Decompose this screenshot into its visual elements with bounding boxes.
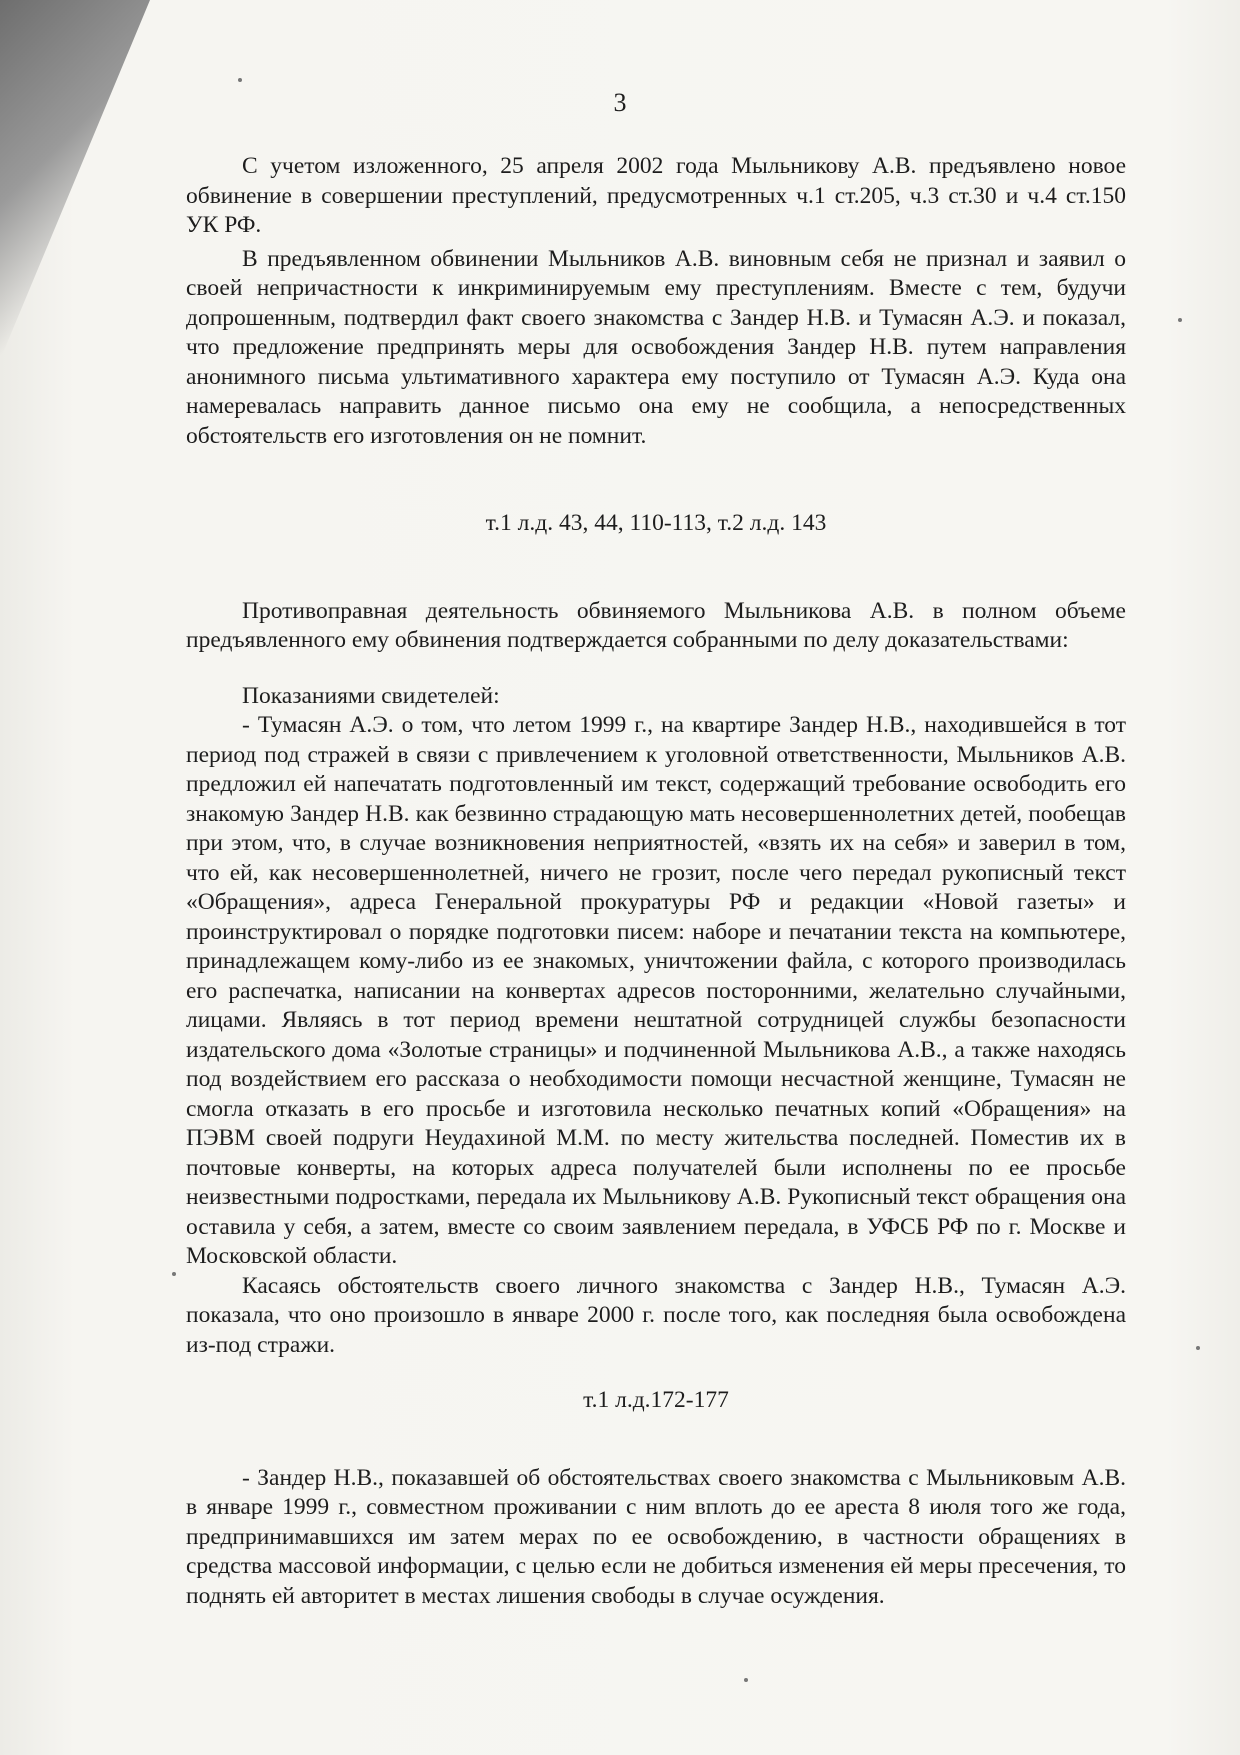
case-reference-2: т.1 л.д.172-177: [583, 1387, 729, 1413]
testimony-zander: - Зандер Н.В., показавшей об обстоятельствах своего знакомства с Мыльниковым А.В. в январе 1999 г., совместном проживании с ним вплоть до ее ареста 8 июля того же года, предпринимавшихся им затем мерах по ее освобождению, в частности обращениях в средства массовой информации, с целью если не добиться изменения ей меры пресечения, то поднять ей авторитет в местах лишения свободы в случае осуждения.: [186, 1464, 1126, 1609]
scan-corner-shadow: [0, 0, 150, 360]
testimony-tumasyan: - Тумасян А.Э. о том, что летом 1999 г., на квартире Зандер Н.В., находившейся в тот период под стражей в связи с привлечением к уголовной ответственности, Мыльников А.В. предложил ей напечатать подготовленный им текст, содержащий требование освободить его знакомую Зандер Н.В. как безвинно страдающую мать несовершеннолетних детей, пообещав при этом, что, в случае возникновения неприятностей, «взять их на себя» и заверил в том, что ей, как несовершеннолетней, ничего не грозит, после чего передал рукописный текст «Обращения», адреса Генеральной прокуратуры РФ и редакции «Новой газеты» и проинструктировал о порядке подготовки писем: наборе и печатании текста на компьютере, принадлежащем кому-либо из ее знакомых, уничтожении файла, с которого производилась его распечатка, написании на конвертах адресов посторонними, желательно случайными, лицами. Являясь в тот период времени нештатной сотрудницей службы безопасности издательского дома «Золотые страницы» и подчиненной Мыльникова А.В., а также находясь под воздействием его рассказа о необходимости помощи несчастной женщине, Тумасян не смогла отказать в его просьбе и изготовила несколько печатных копий «Обращения» на ПЭВМ своей подруги Неудахиной М.М. по месту жительства последней. Поместив их в почтовые конверты, на которых адреса получателей были исполнены по ее просьбе неизвестными подростками, передала их Мыльникову А.В. Рукописный текст обращения она оставила у себя, а затем, вместе со своим заявлением передала, в УФСБ РФ по г. Москве и Московской области.: [186, 712, 1126, 1269]
scan-speck: [744, 1678, 748, 1682]
paragraph-evidence: Противоправная деятельность обвиняемого Мыльникова А.В. в полном объеме предъявленного ему обвинения подтверждается собранными по делу доказательствами:: [186, 597, 1126, 653]
case-reference-1: т.1 л.д. 43, 44, 110-113, т.2 л.д. 143: [485, 510, 827, 536]
scan-speck: [1178, 318, 1182, 322]
document-body: [186, 152, 1126, 1611]
scan-speck: [1196, 1346, 1200, 1350]
page-number: 3: [613, 88, 627, 117]
paragraph-plea: В предъявленном обвинении Мыльников А.В. виновным себя не признал и заявил о своей непричастности к инкриминируемым ему преступлениям. Вместе с тем, будучи допрошенным, подтвердил факт своего знакомства с Зандер Н.В. и Тумасян А.Э. и показал, что предложение предпринять меры для освобождения Зандер Н.В. путем направления анонимного письма ультимативного характера ему поступило от Тумасян А.Э. Куда она намеревалась направить данное письмо она ему не сообщила, а непосредственных обстоятельств его изготовления он не помнит.: [186, 245, 1126, 449]
paragraph-charge: С учетом изложенного, 25 апреля 2002 года Мыльникову А.В. предъявлено новое обвинение в совершении преступлений, предусмотренных ч.1 ст.205, ч.3 ст.30 и ч.4 ст.150 УК РФ.: [186, 153, 1126, 238]
scan-speck: [238, 78, 242, 82]
witness-heading: Показаниями свидетелей:: [242, 682, 500, 709]
scan-speck: [172, 1272, 176, 1276]
testimony-acquaintance: Касаясь обстоятельств своего личного знакомства с Зандер Н.В., Тумасян А.Э. показала, что оно произошло в январе 2000 г. после того, как последняя была освобождена из-под стражи.: [186, 1272, 1126, 1358]
